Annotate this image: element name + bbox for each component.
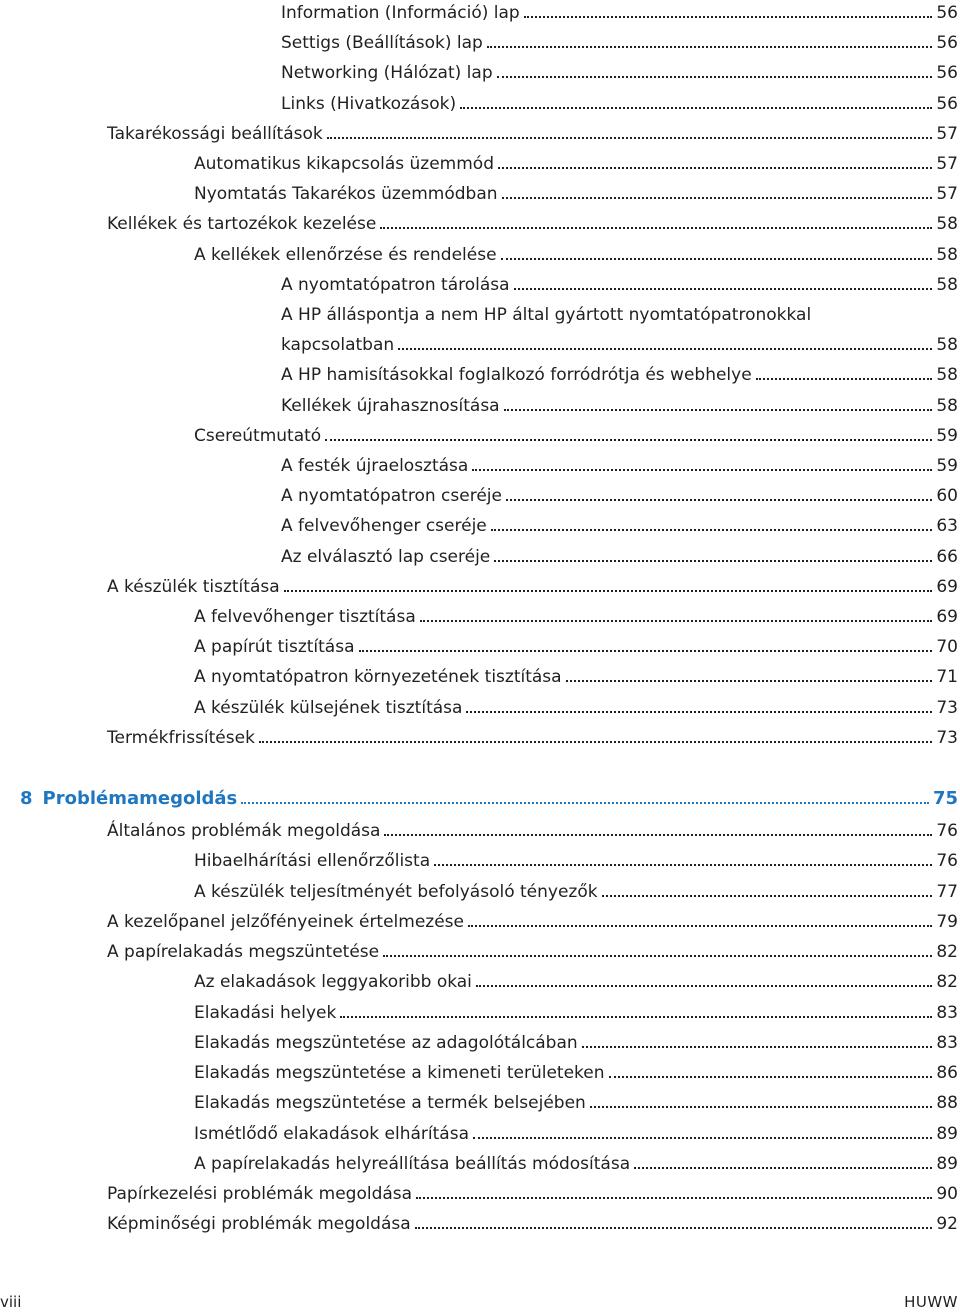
toc-entry-page: 71 [936, 667, 958, 688]
toc-entry-page: 58 [936, 274, 958, 295]
dot-leader [327, 133, 933, 139]
toc-entry[interactable] [194, 1002, 958, 1024]
toc-entry-title: Csereútmutató [194, 425, 322, 446]
toc-entry-title: A papírelakadás megszüntetése [107, 942, 380, 962]
toc-entry-title: A papírút tisztítása [194, 637, 355, 658]
toc-entry-title: Elakadás megszüntetése a termék belsejében [194, 1093, 586, 1114]
toc-entry-page: 69 [936, 607, 958, 627]
toc-entry-page: 58 [936, 395, 958, 416]
toc-entry-title: A készülék külsejének tisztítása [194, 697, 463, 718]
toc-entry-page: 86 [936, 1063, 958, 1083]
toc-entry-page: 57 [936, 184, 958, 205]
dot-leader [416, 1193, 932, 1199]
toc-entry-title: A felvevőhenger tisztítása [194, 607, 416, 627]
toc-entry-title: Általános problémák megoldása [107, 821, 381, 841]
toc-entry-page: 82 [936, 972, 958, 993]
toc-entry-title: A nyomtatópatron cseréje [281, 486, 502, 507]
dot-leader [466, 707, 932, 713]
toc-entry-page: 90 [936, 1184, 958, 1204]
dot-leader [514, 284, 933, 290]
dot-leader [491, 525, 933, 531]
chapter-heading[interactable] [20, 788, 958, 810]
dot-leader [415, 1223, 933, 1229]
toc-entry-page: 73 [936, 727, 958, 748]
toc-entry[interactable] [194, 1153, 958, 1175]
dot-leader [504, 405, 933, 411]
toc-entry[interactable] [281, 274, 958, 296]
toc-entry-title: Takarékossági beállítások [107, 123, 323, 144]
dot-leader [609, 1072, 933, 1078]
toc-entry-title: Elakadás megszüntetése az adagolótálcában [194, 1032, 578, 1053]
toc-entry[interactable] [194, 183, 958, 205]
toc-entry-title: Ismétlődő elakadások elhárítása [194, 1123, 469, 1144]
dot-leader [420, 616, 933, 622]
dot-leader [497, 72, 933, 78]
dot-leader [284, 586, 933, 592]
toc-entry-title: Az elakadások leggyakoribb okai [194, 972, 472, 993]
dot-leader [259, 737, 932, 743]
toc-entry-title: Kellékek újrahasznosítása [281, 395, 500, 416]
toc-entry[interactable] [281, 455, 958, 477]
toc-entry[interactable] [107, 576, 958, 598]
dot-leader [340, 1012, 932, 1018]
toc-entry-page: 79 [936, 911, 958, 932]
dot-leader [476, 981, 932, 987]
toc-entry-page: 56 [936, 33, 958, 54]
dot-leader [380, 223, 932, 229]
toc-entry[interactable] [281, 2, 958, 24]
toc-entry-title: Elakadás megszüntetése a kimeneti területeken [194, 1063, 605, 1083]
toc-entry-title: A papírelakadás helyreállítása beállítás módosítása [194, 1153, 631, 1174]
footer-code: HUWW [904, 1293, 958, 1311]
dot-leader [502, 193, 933, 199]
toc-entry[interactable] [281, 334, 958, 356]
toc-entry-title: A nyomtatópatron környezetének tisztítása [194, 667, 562, 688]
toc-entry[interactable] [107, 727, 958, 749]
toc-entry-page: 56 [936, 93, 958, 114]
toc-entry-title: Az elválasztó lap cseréje [281, 546, 491, 567]
toc-entry-title: Kellékek és tartozékok kezelése [107, 214, 377, 235]
toc-entry[interactable] [281, 93, 958, 115]
toc-entry[interactable] [194, 636, 958, 658]
toc-entry-page: 60 [936, 486, 958, 507]
toc-entry-title: A HP hamisításokkal foglalkozó forródrótja és webhelye [281, 365, 752, 386]
toc-entry[interactable] [194, 1092, 958, 1114]
toc-entry[interactable] [194, 1032, 958, 1054]
toc-entry[interactable] [107, 1213, 958, 1235]
toc-entry[interactable] [281, 32, 958, 54]
dot-leader [498, 163, 932, 169]
dot-leader [383, 951, 932, 957]
dot-leader [468, 921, 932, 927]
toc-entry-page: 57 [936, 154, 958, 174]
toc-entry[interactable] [281, 515, 958, 537]
footer-page-number: viii [0, 1293, 22, 1311]
toc-entry[interactable] [194, 1062, 958, 1084]
toc-entry[interactable] [107, 1183, 958, 1205]
toc-entry-title: Information (Információ) lap [281, 3, 520, 23]
dot-leader [756, 374, 933, 380]
dot-leader [602, 891, 933, 897]
toc-entry[interactable] [194, 153, 958, 175]
toc-entry[interactable] [194, 850, 958, 872]
toc-entry-title: A festék újraelosztása [281, 456, 469, 476]
dot-leader [359, 646, 933, 652]
toc-entry-page: 83 [936, 1032, 958, 1053]
toc-entry-page: 83 [936, 1002, 958, 1023]
toc-entry-title: A felvevőhenger cseréje [281, 516, 487, 537]
dot-leader [506, 495, 932, 501]
dot-leader [460, 103, 932, 109]
dot-leader [473, 1133, 932, 1139]
toc-entry-page: 69 [936, 576, 958, 597]
dot-leader [472, 465, 932, 471]
toc-entry-page: 58 [936, 214, 958, 235]
toc-entry[interactable] [281, 62, 958, 84]
dot-leader [325, 435, 932, 441]
toc-entry-page: 56 [936, 63, 958, 84]
toc-entry[interactable] [107, 911, 958, 933]
toc-entry-page: 82 [936, 942, 958, 962]
dot-leader [384, 830, 932, 836]
toc-entry[interactable] [194, 971, 958, 993]
toc-entry-page: 63 [936, 516, 958, 537]
toc-entry-title-line: A HP álláspontja a nem HP által gyártott nyomtatópatronokkal [281, 305, 812, 325]
toc-entry-page: 58 [936, 335, 958, 356]
dot-leader [434, 860, 932, 866]
dot-leader [241, 798, 929, 804]
dot-leader [524, 12, 933, 18]
toc-entry-title: A kezelőpanel jelzőfényeinek értelmezése [107, 911, 464, 932]
toc-entry[interactable] [194, 606, 958, 628]
dot-leader [487, 42, 933, 48]
toc-entry[interactable] [281, 546, 958, 568]
toc-entry-page: 66 [936, 546, 958, 567]
dot-leader [566, 676, 933, 682]
toc-entry-title: Settigs (Beállítások) lap [281, 33, 483, 54]
toc-entry[interactable] [107, 213, 958, 235]
chapter-number: 8 [20, 788, 33, 809]
toc-entry-title: Elakadási helyek [194, 1002, 337, 1023]
dot-leader [590, 1102, 933, 1108]
dot-leader [634, 1163, 932, 1169]
toc-entry[interactable] [194, 697, 958, 719]
toc-entry-title: A készülék tisztítása [107, 576, 280, 597]
toc-entry-title: Hibaelhárítási ellenőrzőlista [194, 851, 431, 872]
toc-entry-page: 57 [936, 123, 958, 144]
toc-entry-page: 92 [936, 1214, 958, 1235]
toc-entry-page: 70 [936, 637, 958, 658]
toc-entry-page: 89 [936, 1153, 958, 1174]
toc-entry-page: 58 [936, 244, 958, 265]
toc-entry[interactable] [281, 364, 958, 386]
toc-entry-title: Links (Hivatkozások) [281, 93, 457, 114]
toc-entry[interactable] [107, 820, 958, 842]
toc-entry[interactable] [281, 485, 958, 507]
toc-entry-title: Nyomtatás Takarékos üzemmódban [194, 184, 498, 205]
chapter-page: 75 [932, 788, 958, 809]
toc-entry[interactable] [281, 395, 958, 417]
toc-entry[interactable] [107, 941, 958, 963]
dot-leader [494, 556, 932, 562]
toc-entry-title: A nyomtatópatron tárolása [281, 274, 510, 295]
dot-leader [582, 1042, 933, 1048]
dot-leader [398, 344, 932, 350]
toc-entry-page: 88 [936, 1093, 958, 1114]
toc-entry[interactable] [194, 425, 958, 447]
toc-entry[interactable] [194, 1123, 958, 1145]
toc-entry-title: Automatikus kikapcsolás üzemmód [194, 154, 494, 174]
toc-entry-title: kapcsolatban [281, 335, 395, 356]
chapter-title: Problémamegoldás [42, 788, 238, 809]
toc-entry-title: Networking (Hálózat) lap [281, 63, 493, 84]
toc-entry-page: 59 [936, 456, 958, 476]
toc-entry-page: 77 [936, 881, 958, 902]
dot-leader [501, 254, 933, 260]
toc-entry-title: A készülék teljesítményét befolyásoló tényezők [194, 881, 598, 902]
toc-entry-page: 59 [936, 425, 958, 446]
toc-entry-page: 56 [936, 3, 958, 23]
toc-entry-page: 58 [936, 365, 958, 386]
toc-entry-page: 73 [936, 697, 958, 718]
toc-entry-page: 76 [936, 821, 958, 841]
toc-entry[interactable] [194, 666, 958, 688]
toc-entry-title: Termékfrissítések [107, 727, 255, 748]
toc-entry-title: A kellékek ellenőrzése és rendelése [194, 244, 497, 265]
toc-entry-page: 89 [936, 1123, 958, 1144]
toc-entry[interactable] [107, 123, 958, 145]
toc-entry-page: 76 [936, 851, 958, 872]
toc-entry[interactable] [194, 244, 958, 266]
toc-entry[interactable] [194, 881, 958, 903]
toc-entry-title: Papírkezelési problémák megoldása [107, 1184, 413, 1204]
toc-entry-title: Képminőségi problémák megoldása [107, 1214, 411, 1235]
